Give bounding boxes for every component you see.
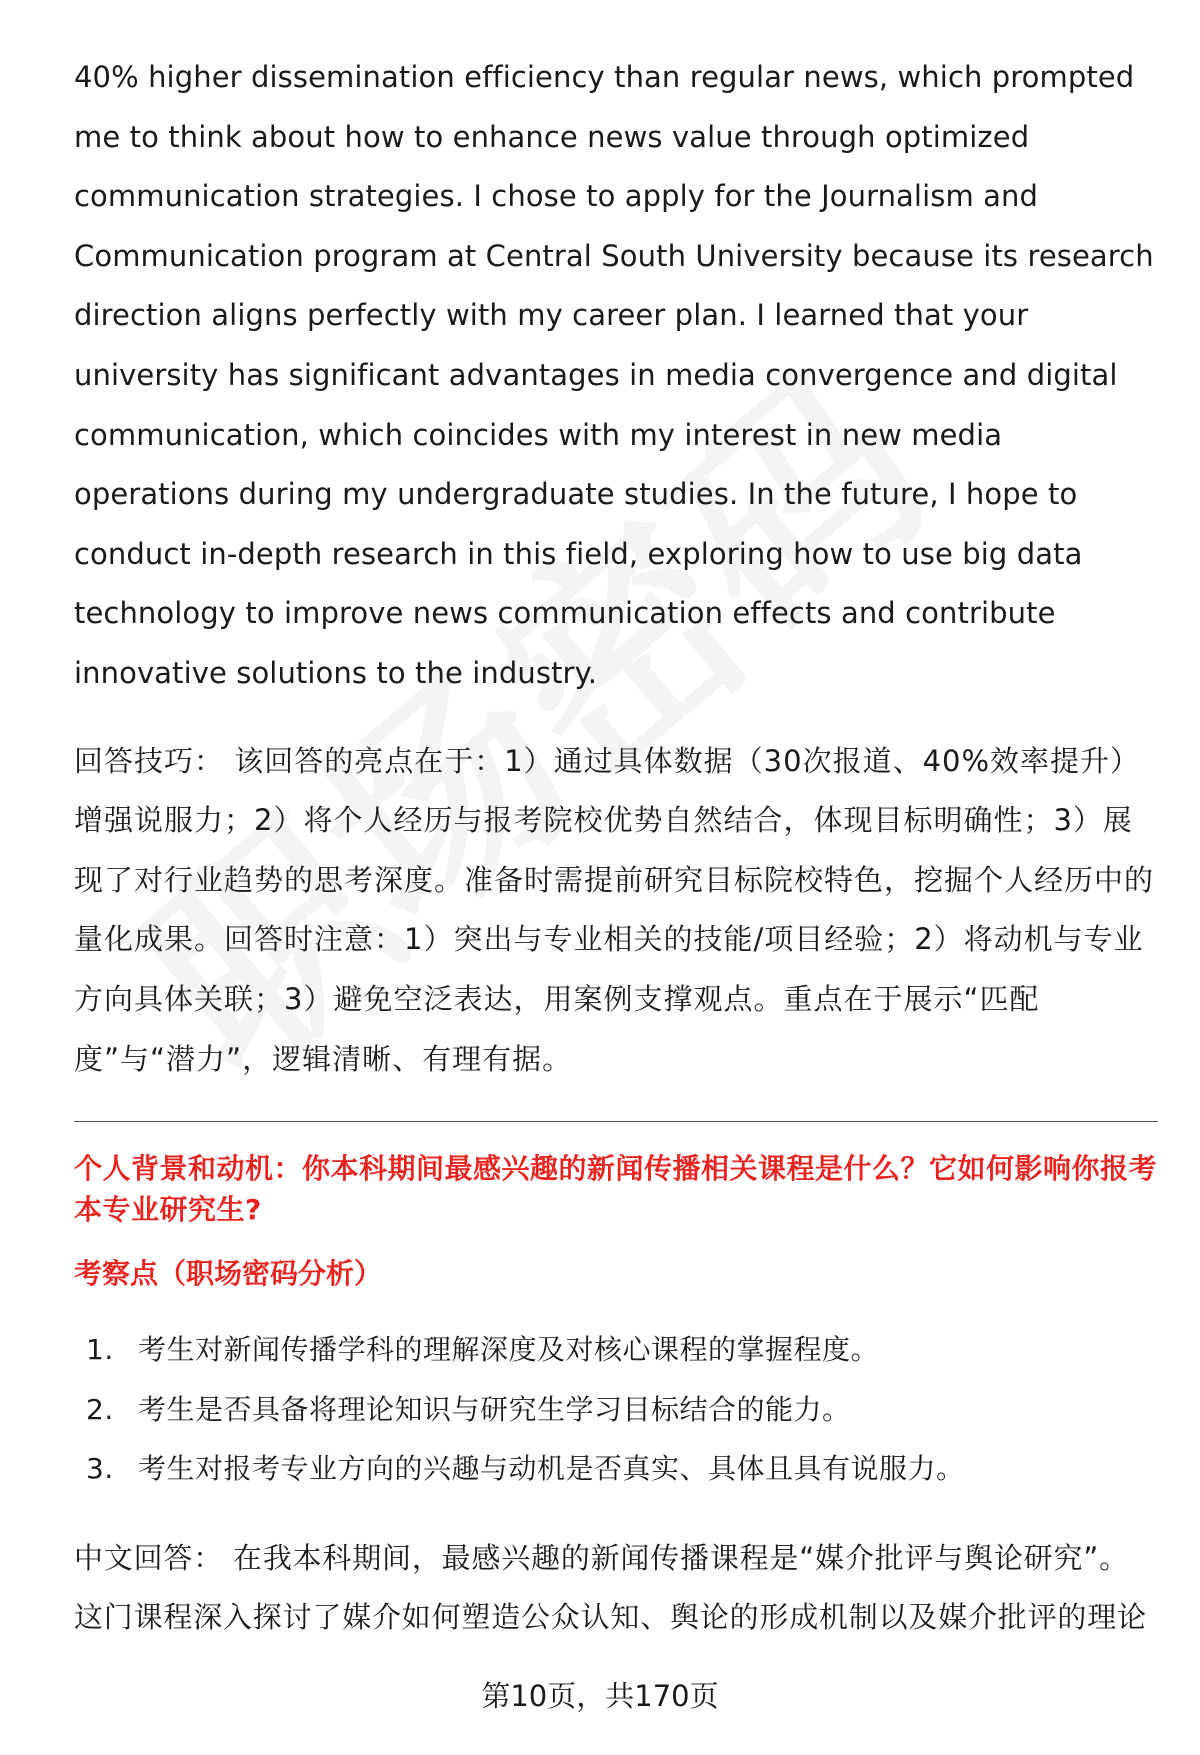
list-item-number: 3. <box>86 1452 114 1486</box>
list-item <box>74 1380 1158 1440</box>
section-divider <box>74 1121 1158 1122</box>
intro-paragraph: 40% higher dissemination efficiency than regular news, which prompted me to think about how to enhance news value through optimized communication strategies. I chose to apply for the Journalism and Communication program at Central South University because its research direction aligns perfectly with my career plan. I learned that your university has significant advantages in media convergence and digital communication, which coincides with my interest in new media operations during my undergraduate studies. In the future, I hope to conduct in-depth research in this field, exploring how to use big data technology to improve news communication effects and contribute innovative solutions to the industry. <box>74 60 1154 690</box>
list-item-text: 考生对新闻传播学科的理解深度及对核心课程的掌握程度。 <box>138 1333 880 1367</box>
assessment-subheading: 考察点（职场密码分析） <box>74 1257 383 1291</box>
question-heading: 个人背景和动机：你本科期间最感兴趣的新闻传播相关课程是什么？它如何影响你报考本专业研究生? <box>74 1152 1158 1227</box>
assessment-points-list <box>74 1320 1158 1499</box>
list-item-text: 考生是否具备将理论知识与研究生学习目标结合的能力。 <box>138 1392 851 1426</box>
list-item-number: 2. <box>86 1392 114 1426</box>
answer-tips-paragraph: 回答技巧： 该回答的亮点在于：1）通过具体数据（30次报道、40%效率提升）增强说服力；2）将个人经历与报考院校优势自然结合，体现目标明确性；3）展现了对行业趋势的思考深度。准备时需提前研究目标院校特色，挖掘个人经历中的量化成果。回答时注意：1）突出与专业相关的技能/项目经验；2）将动机与专业方向具体关联；3）避免空泛表达，用案例支撑观点。重点在于展示“匹配度”与“潜力”，逻辑清晰、有理有据。 <box>74 743 1155 1076</box>
chinese-answer-paragraph: 中文回答： 在我本科期间，最感兴趣的新闻传播课程是“媒介批评与舆论研究”。这门课程深入探讨了媒介如何塑造公众认知、舆论的形成机制以及媒介批评的理论 <box>74 1540 1147 1635</box>
list-item <box>74 1439 1158 1499</box>
page-footer: 第10页，共170页 <box>481 1679 719 1713</box>
list-item-number: 1. <box>86 1333 114 1367</box>
list-item-text: 考生对报考专业方向的兴趣与动机是否真实、具体且具有说服力。 <box>138 1452 965 1486</box>
list-item <box>74 1320 1158 1380</box>
document-page <box>74 48 1158 1648</box>
